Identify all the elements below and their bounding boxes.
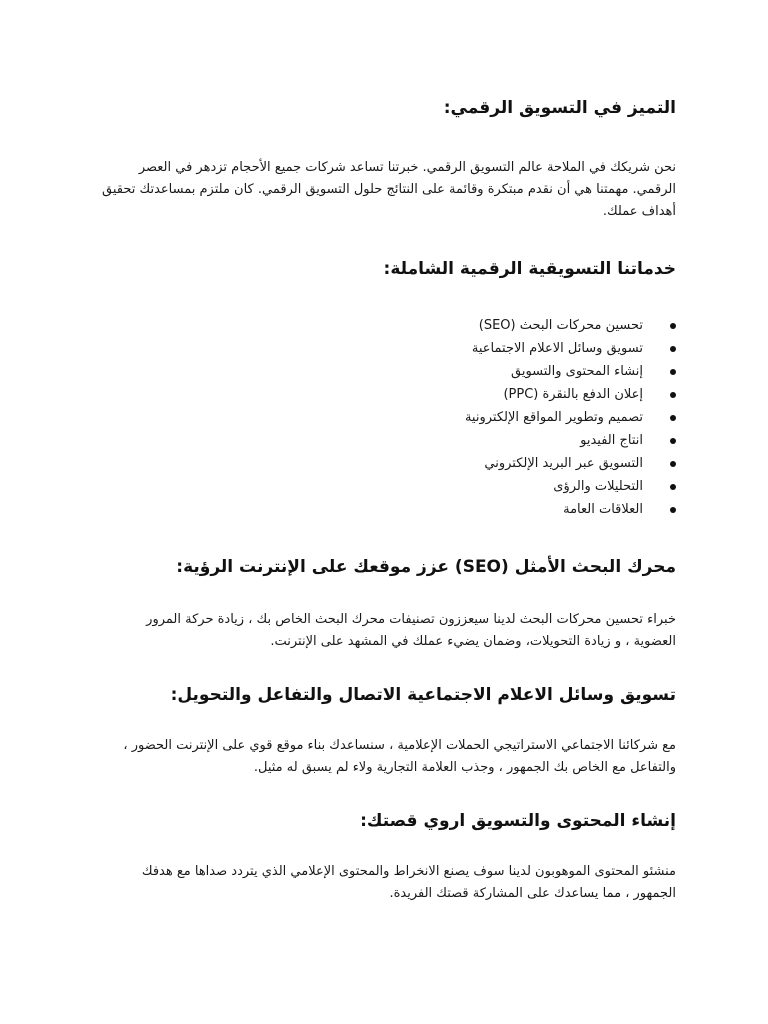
content-heading: إنشاء المحتوى والتسويق اروي قصتك: <box>360 811 676 831</box>
intro-line: أهداف عملك. <box>602 204 676 219</box>
social-line: مع شركائنا الاجتماعي الاستراتيجي الحملات الإعلامية ، سنساعدك بناء موقع قوي على الإنترنت الحضور ، <box>123 738 676 753</box>
services-list-item <box>100 383 676 406</box>
content-paragraph <box>100 861 676 905</box>
seo-line: خبراء تحسين محركات البحث لدينا سيعززون تصنيفات محرك البحث الخاص بك ، زيادة حركة المرور <box>146 612 676 627</box>
service-label: العلاقات العامة <box>563 502 643 517</box>
social-paragraph <box>100 735 676 779</box>
bullet-icon <box>670 392 676 398</box>
service-label: إنشاء المحتوى والتسويق <box>510 364 643 379</box>
bullet-icon <box>670 461 676 467</box>
intro-heading: التميز في التسويق الرقمي: <box>443 98 676 118</box>
content-line: منشئو المحتوى الموهوبون لدينا سوف يصنع الانخراط والمحتوى الإعلامي الذي يتردد صداها مع هدفك <box>141 864 676 879</box>
service-label: التسويق عبر البريد الإلكتروني <box>484 456 643 471</box>
services-list-item <box>100 337 676 360</box>
intro-paragraph <box>100 157 676 223</box>
bullet-icon <box>670 369 676 375</box>
services-heading: خدماتنا التسويقية الرقمية الشاملة: <box>383 259 676 279</box>
service-label: تصميم وتطوير المواقع الإلكترونية <box>464 410 643 425</box>
bullet-icon <box>670 507 676 513</box>
intro-line: نحن شريكك في الملاحة عالم التسويق الرقمي. خبرتنا تساعد شركات جميع الأحجام تزدهر في العصر <box>138 160 676 175</box>
bullet-icon <box>670 415 676 421</box>
bullet-icon <box>670 323 676 329</box>
service-label: تحسين محركات البحث (SEO) <box>478 318 643 333</box>
services-list-item <box>100 314 676 337</box>
bullet-icon <box>670 346 676 352</box>
seo-line: العضوية ، و زيادة التحويلات، وضمان يضيء عملك في المشهد على الإنترنت. <box>270 634 676 649</box>
bullet-icon <box>670 484 676 490</box>
service-label: إعلان الدفع بالنقرة (PPC) <box>503 387 643 402</box>
bullet-icon <box>670 438 676 444</box>
services-list-item <box>100 406 676 429</box>
content-line: الجمهور ، مما يساعدك على المشاركة قصتك الفريدة. <box>389 886 676 901</box>
service-label: انتاج الفيديو <box>580 433 643 448</box>
service-label: تسويق وسائل الاعلام الاجتماعية <box>471 341 643 356</box>
intro-line: الرقمي. مهمتنا هي أن نقدم مبتكرة وقائمة على النتائج حلول التسويق الرقمي. كان ملتزم بمساعدتك تحقيق <box>102 182 676 197</box>
services-list <box>100 314 676 521</box>
social-heading: تسويق وسائل الاعلام الاجتماعية الاتصال والتفاعل والتحويل: <box>170 685 676 705</box>
services-list-item <box>100 452 676 475</box>
social-line: والتفاعل مع الخاص بك الجمهور ، وجذب العلامة التجارية ولاء لم يسبق له مثيل. <box>253 760 676 775</box>
service-label: التحليلات والرؤى <box>553 479 643 494</box>
services-list-item <box>100 360 676 383</box>
services-list-item <box>100 429 676 452</box>
services-list-item <box>100 498 676 521</box>
seo-heading: محرك البحث الأمثل (SEO) عزز موقعك على الإنترنت الرؤية: <box>176 557 676 577</box>
services-list-item <box>100 475 676 498</box>
seo-paragraph <box>100 609 676 653</box>
